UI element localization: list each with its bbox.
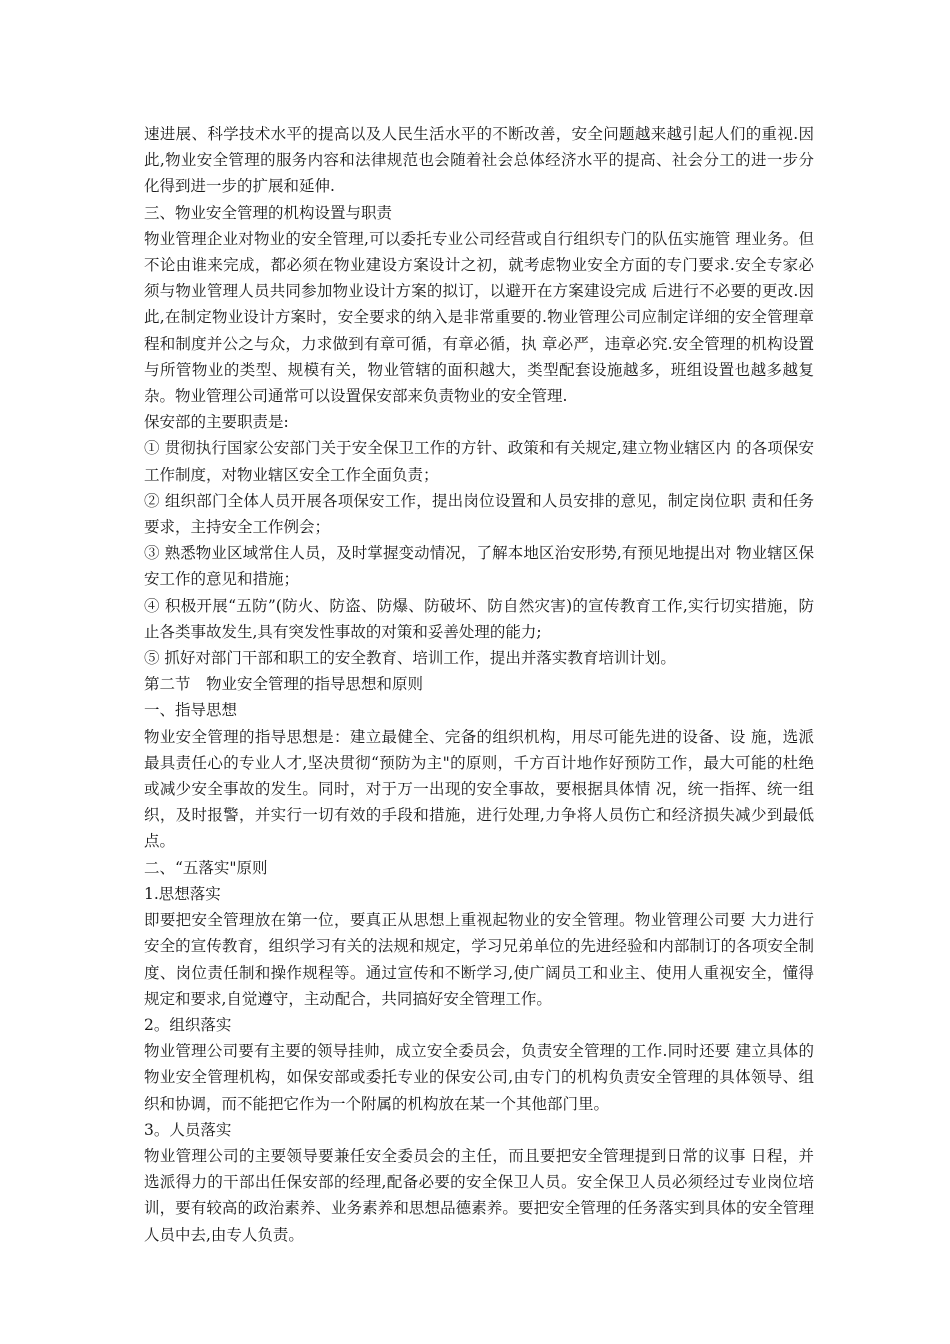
list-item-duty-3: ③ 熟悉物业区域常住人员，及时掌握变动情况，了解本地区治安形势,有预见地提出对 物业辖区保安工作的意见和措施； [144,544,814,589]
document-body [144,121,814,1248]
paragraph-organization: 物业管理企业对物业的安全管理,可以委托专业公司经营或自行组织专门的队伍实施管 理业务。但不论由谁来完成，都必须在物业建设方案设计之初，就考虑物业安全方面的专门要求.安全专家必须与物业管理人员共同参加物业设计方案的拟订，以避开在方案建设完成 后进行不必要的更改.因此,在制定物业设计方案时，安全要求的纳入是非常重要的.物业管理公司应制定详细的安全管理章程和制度并公之与众，力求做到有章可循，有章必循，执 章必严，违章必究.安全管理的机构设置与所管物业的类型、规模有关，物业管辖的面积越大，类型配套设施越多，班组设置也越多越复杂。物业管理公司通常可以设置保安部来负责物业的安全管理. [144,229,814,406]
heading-thought-implementation: 1.思想落实 [144,884,221,903]
paragraph-security-duties-intro: 保安部的主要职责是: [144,413,289,432]
paragraph-intro-continued: 速进展、科学技术水平的提高以及人民生活水平的不断改善，安全问题越来越引起人们的重视.因此,物业安全管理的服务内容和法律规范也会随着社会总体经济水平的提高、社会分工的进一步分化得到进一步的扩展和延伸. [144,125,814,196]
paragraph-personnel-implementation: 物业管理公司的主要领导要兼任安全委员会的主任，而且要把安全管理提到日常的议事 日程，并选派得力的干部出任保安部的经理,配备必要的安全保卫人员。安全保卫人员必须经过专业岗位培训，要有较高的政治素养、业务素养和思想品德素养。要把安全管理的任务落实到具体的安全管理人员中去,由专人负责。 [144,1146,814,1244]
paragraph-guiding-thought: 物业安全管理的指导思想是：建立最健全、完备的组织机构，用尽可能先进的设备、设 施，选派最具责任心的专业人才,坚决贯彻“预防为主"的原则，千方百计地作好预防工作，最大可能的杜绝或减少安全事故的发生。同时，对于万一出现的安全事故，要根据具体情 况，统一指挥、统一组织，及时报警，并实行一切有效的手段和措施，进行处理,力争将人员伤亡和经济损失减少到最低点。 [144,727,814,851]
heading-section-three: 三、物业安全管理的机构设置与职责 [144,203,393,222]
heading-guiding-thought: 一、指导思想 [144,701,238,720]
heading-section-two-chapter: 第二节 物业安全管理的指导思想和原则 [144,675,424,694]
paragraph-organization-implementation: 物业管理公司要有主要的领导挂帅，成立安全委员会，负责安全管理的工作.同时还要 建立具体的物业安全管理机构，如保安部或委托专业的保安公司,由专门的机构负责安全管理的具体领导、组织和协调，而不能把它作为一个附属的机构放在某一个其他部门里。 [144,1042,814,1113]
list-item-duty-5: ⑤ 抓好对部门干部和职工的安全教育、培训工作，提出并落实教育培训计划。 [144,649,676,668]
list-item-duty-4: ④ 积极开展“五防”(防火、防盗、防爆、防破坏、防自然灾害)的宣传教育工作,实行切实措施，防止各类事故发生,具有突发性事故的对策和妥善处理的能力; [144,596,814,641]
paragraph-thought-implementation: 即要把安全管理放在第一位，要真正从思想上重视起物业的安全管理。物业管理公司要 大力进行安全的宣传教育，组织学习有关的法规和规定，学习兄弟单位的先进经验和内部制订的各项安全制度、岗位责任制和操作规程等。通过宣传和不断学习,使广阔员工和业主、使用人重视安全，懂得规定和要求,自觉遵守，主动配合，共同搞好安全管理工作。 [144,911,814,1008]
heading-organization-implementation: 2。组织落实 [144,1015,232,1034]
heading-personnel-implementation: 3。人员落实 [144,1120,232,1139]
list-item-duty-1: ① 贯彻执行国家公安部门关于安全保卫工作的方针、政策和有关规定,建立物业辖区内 的各项保安工作制度，对物业辖区安全工作全面负责； [144,439,814,484]
list-item-duty-2: ② 组织部门全体人员开展各项保安工作，提出岗位设置和人员安排的意见，制定岗位职 责和任务要求，主持安全工作例会； [144,491,814,537]
heading-five-implementations: 二、“五落实"原则 [144,858,268,877]
